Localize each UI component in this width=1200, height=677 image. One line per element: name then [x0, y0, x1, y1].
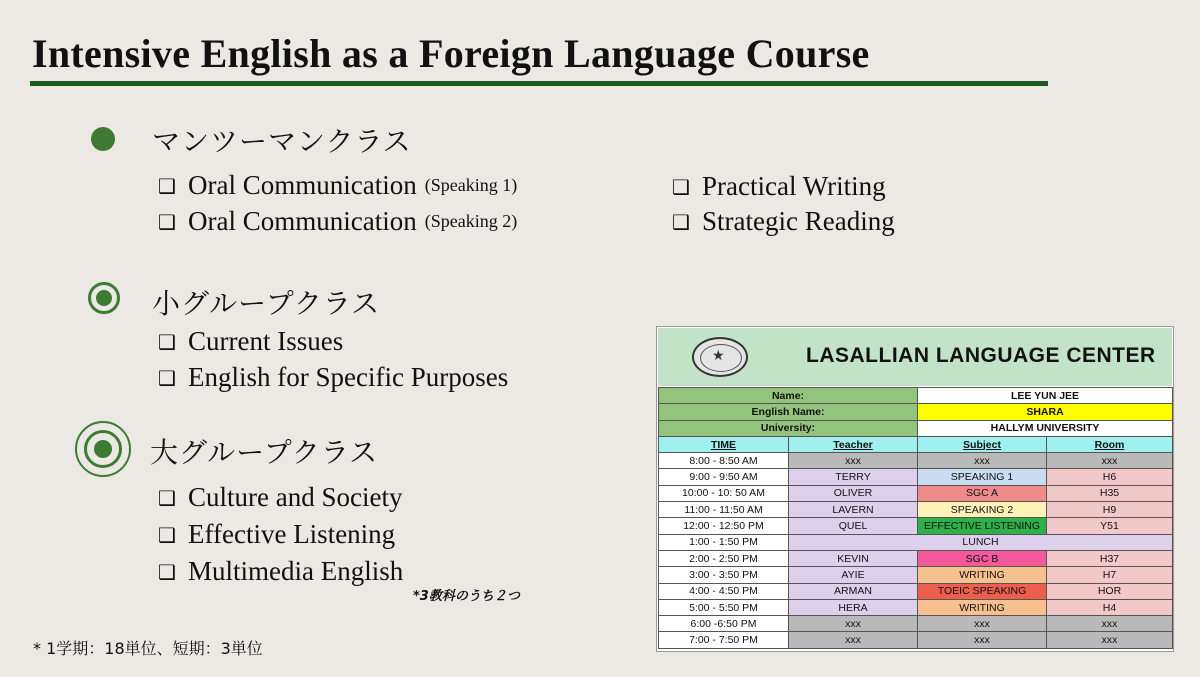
checkbox-icon: ❑ — [158, 173, 176, 198]
section-heading-one-on-one: マンツーマンクラス — [152, 125, 412, 158]
table-row — [659, 453, 1173, 469]
teacher-cell: xxx — [789, 632, 918, 648]
course-label: Effective Listening — [188, 519, 396, 549]
column-header-teacher: Teacher — [789, 436, 918, 452]
time-cell: 2:00 - 2:50 PM — [659, 550, 789, 566]
lunch-cell: LUNCH — [789, 534, 1173, 550]
time-cell: 1:00 - 1:50 PM — [659, 534, 789, 550]
table-row — [659, 550, 1173, 566]
teacher-cell: xxx — [789, 616, 918, 632]
room-cell: H6 — [1047, 469, 1173, 485]
slide-title: Intensive English as a Foreign Language Course — [32, 31, 870, 76]
time-cell: 7:00 - 7:50 PM — [659, 632, 789, 648]
info-row-university — [659, 420, 1173, 436]
course-label: Oral Communication — [188, 170, 417, 200]
course-label: English for Specific Purposes — [188, 362, 509, 392]
table-row — [659, 583, 1173, 599]
checkbox-icon: ❑ — [158, 329, 176, 354]
center-name: LASALLIAN LANGUAGE CENTER — [806, 344, 1156, 367]
teacher-cell: KEVIN — [789, 550, 918, 566]
subject-cell: TOEIC SPEAKING — [918, 583, 1047, 599]
time-cell: 5:00 - 5:50 PM — [659, 599, 789, 615]
room-cell: H35 — [1047, 485, 1173, 501]
course-item-multimedia-english — [158, 556, 403, 587]
course-label: Current Issues — [188, 326, 344, 356]
room-cell: xxx — [1047, 616, 1173, 632]
time-cell: 9:00 - 9:50 AM — [659, 469, 789, 485]
subject-cell: xxx — [918, 616, 1047, 632]
checkbox-icon: ❑ — [672, 209, 690, 234]
time-cell: 11:00 - 11:50 AM — [659, 502, 789, 518]
room-cell: HOR — [1047, 583, 1173, 599]
title-underline — [30, 81, 1048, 86]
column-header-time: TIME — [659, 436, 789, 452]
checkbox-icon: ❑ — [158, 485, 176, 510]
subject-cell: SPEAKING 1 — [918, 469, 1047, 485]
checkbox-icon: ❑ — [158, 559, 176, 584]
course-sublabel: (Speaking 1) — [424, 175, 518, 195]
room-cell: H7 — [1047, 567, 1173, 583]
time-cell: 4:00 - 4:50 PM — [659, 583, 789, 599]
school-seal-icon: ★ — [692, 337, 748, 377]
course-item-effective-listening — [158, 519, 395, 550]
info-value: SHARA — [918, 404, 1173, 420]
subject-cell: WRITING — [918, 567, 1047, 583]
room-cell: xxx — [1047, 453, 1173, 469]
room-cell: H4 — [1047, 599, 1173, 615]
table-row — [659, 485, 1173, 501]
schedule-table — [658, 387, 1173, 649]
choice-note: *3教科のうち２つ — [413, 589, 520, 604]
course-item-current-issues — [158, 326, 343, 357]
course-label: Culture and Society — [188, 482, 403, 512]
course-item-culture-society — [158, 482, 402, 513]
subject-cell: SGC B — [918, 550, 1047, 566]
course-label: Practical Writing — [702, 171, 886, 201]
checkbox-icon: ❑ — [672, 174, 690, 199]
course-item-practical-writing — [672, 171, 886, 202]
subject-cell: WRITING — [918, 599, 1047, 615]
time-cell: 3:00 - 3:50 PM — [659, 567, 789, 583]
table-row — [659, 567, 1173, 583]
table-row — [659, 616, 1173, 632]
info-row-name — [659, 388, 1173, 404]
teacher-cell: HERA — [789, 599, 918, 615]
course-label: Multimedia English — [188, 556, 404, 586]
teacher-cell: xxx — [789, 453, 918, 469]
time-cell: 10:00 - 10: 50 AM — [659, 485, 789, 501]
column-header-room: Room — [1047, 436, 1173, 452]
checkbox-icon: ❑ — [158, 209, 176, 234]
info-value: HALLYM UNIVERSITY — [918, 420, 1173, 436]
time-cell: 12:00 - 12:50 PM — [659, 518, 789, 534]
class-schedule — [656, 326, 1174, 652]
info-row-english-name — [659, 404, 1173, 420]
subject-cell: xxx — [918, 632, 1047, 648]
table-row — [659, 599, 1173, 615]
schedule-header — [658, 328, 1172, 386]
checkbox-icon: ❑ — [158, 522, 176, 547]
room-cell: Y51 — [1047, 518, 1173, 534]
info-label: Name: — [659, 388, 918, 404]
checkbox-icon: ❑ — [158, 365, 176, 390]
table-row — [659, 518, 1173, 534]
column-header-row — [659, 436, 1173, 452]
solid-circle-bullet-icon — [91, 127, 115, 151]
subject-cell: SGC A — [918, 485, 1047, 501]
time-cell: 8:00 - 8:50 AM — [659, 453, 789, 469]
time-cell: 6:00 -6:50 PM — [659, 616, 789, 632]
subject-cell: EFFECTIVE LISTENING — [918, 518, 1047, 534]
course-item-oral-communication-1 — [158, 170, 517, 201]
course-label: Oral Communication — [188, 206, 417, 236]
room-cell: H9 — [1047, 502, 1173, 518]
subject-cell: xxx — [918, 453, 1047, 469]
course-label: Strategic Reading — [702, 206, 895, 236]
teacher-cell: LAVERN — [789, 502, 918, 518]
teacher-cell: AYIE — [789, 567, 918, 583]
info-label: English Name: — [659, 404, 918, 420]
teacher-cell: OLIVER — [789, 485, 918, 501]
course-item-esp — [158, 362, 508, 393]
table-row — [659, 632, 1173, 648]
column-header-subject: Subject — [918, 436, 1047, 452]
subject-cell: SPEAKING 2 — [918, 502, 1047, 518]
double-ring-bullet-icon — [75, 421, 131, 477]
info-label: University: — [659, 420, 918, 436]
table-row — [659, 534, 1173, 550]
course-sublabel: (Speaking 2) — [424, 211, 518, 231]
table-row — [659, 502, 1173, 518]
room-cell: xxx — [1047, 632, 1173, 648]
section-heading-large-group: 大グループクラス — [150, 436, 379, 469]
ring-bullet-icon — [88, 282, 120, 314]
teacher-cell: QUEL — [789, 518, 918, 534]
table-row — [659, 469, 1173, 485]
course-item-strategic-reading — [672, 206, 895, 237]
teacher-cell: ARMAN — [789, 583, 918, 599]
course-item-oral-communication-2 — [158, 206, 517, 237]
credit-footnote: * 1学期：18単位、短期：3単位 — [33, 639, 263, 658]
room-cell: H37 — [1047, 550, 1173, 566]
info-value: LEE YUN JEE — [918, 388, 1173, 404]
section-heading-small-group: 小グループクラス — [152, 287, 381, 320]
teacher-cell: TERRY — [789, 469, 918, 485]
